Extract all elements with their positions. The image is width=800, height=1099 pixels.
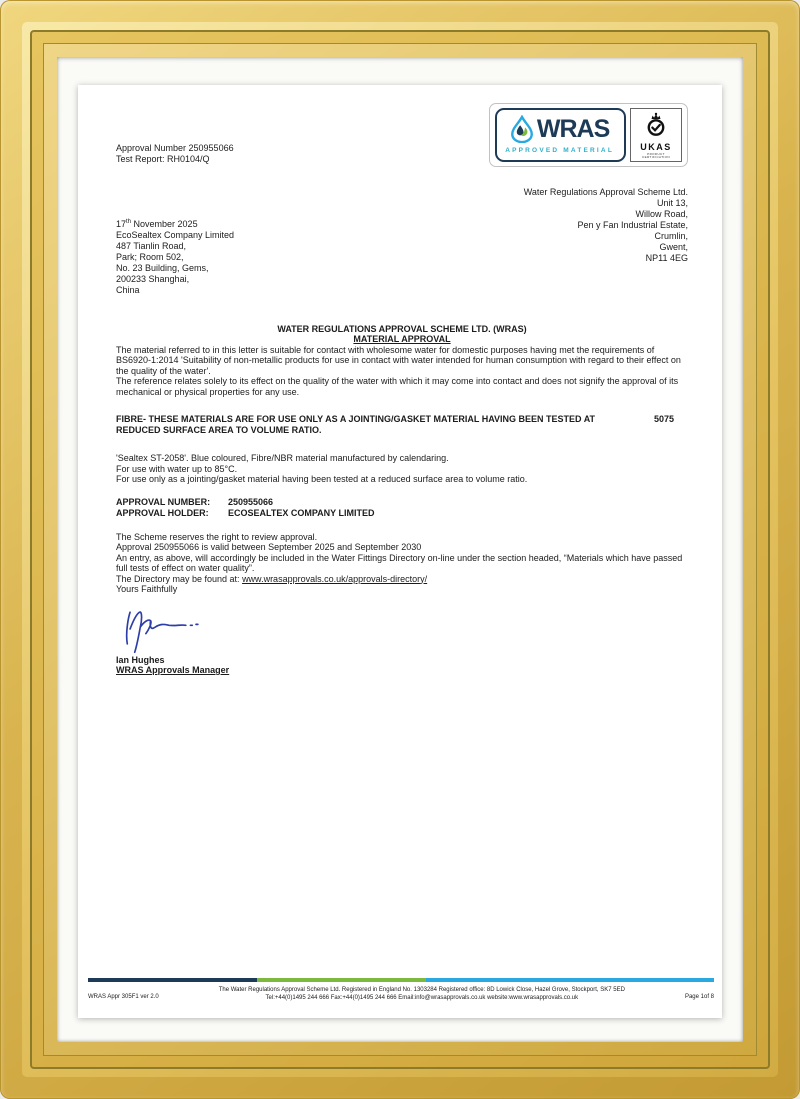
recipient-block <box>116 217 234 296</box>
water-drop-icon <box>510 115 534 146</box>
paragraph-fibre-condition <box>116 414 688 435</box>
paragraph-product-description <box>116 453 688 474</box>
paragraph-material-suitability: The material referred to in this letter is suitable for contact with wholesome water for domestic purposes having met the requirements of BS6920-1:2014 'Suitability of non-metallic products for use in contact with water intended for human consumption with regard to their effect on the quality of the water'. <box>116 344 681 376</box>
ukas-logo <box>630 108 682 162</box>
letter-date: 17th November 2025 <box>116 219 198 229</box>
footer-page-number: Page 1of 8 <box>684 993 714 1000</box>
recipient-line: 487 Tianlin Road, <box>116 240 187 251</box>
closing-line: Yours Faithfully <box>116 584 178 594</box>
directory-line <box>116 574 688 585</box>
recipient-line: 200233 Shanghai, <box>116 273 190 284</box>
footer-line-1: The Water Regulations Approval Scheme Ltd. Registered in England No. 1303284 Registered office: 8D Lowick Close, Hazel Grove, Stockport, SK7 5ED <box>218 987 625 993</box>
sender-address <box>524 187 688 296</box>
fibre-reference-number: 5075 <box>653 414 674 424</box>
logo-plate <box>489 103 688 167</box>
sender-line: Willow Road, <box>635 209 688 219</box>
test-report-line: Test Report: RH0104/Q <box>116 153 210 164</box>
approved-material-label: APPROVED MATERIAL <box>505 147 614 154</box>
wras-wordmark: WRAS <box>536 115 610 144</box>
letter-footer <box>88 978 714 1002</box>
product-line-2: For use with water up to 85°C. <box>116 463 238 474</box>
address-section <box>116 187 688 296</box>
title-line-2: MATERIAL APPROVAL <box>353 334 451 344</box>
recipient-line: EcoSealtex Company Limited <box>116 229 235 240</box>
signature <box>116 603 688 655</box>
reference-block <box>116 143 234 164</box>
recipient-line: No. 23 Building, Gems, <box>116 262 209 273</box>
review-line-1: The Scheme reserves the right to review approval. <box>116 531 318 542</box>
directory-link[interactable]: www.wrasapprovals.co.uk/approvals-directory/ <box>242 573 428 584</box>
recipient-line: China <box>116 284 140 295</box>
sender-line: Gwent, <box>659 242 688 252</box>
recipient-address <box>116 230 234 296</box>
paragraph-reference-scope: The reference relates solely to its effect on the quality of the water with which it may come into contact and does not signify the approval of its mechanical or physical properties for any use. <box>116 376 679 397</box>
footer-doc-ref: WRAS Appr 305F1 ver 2.0 <box>88 993 159 1000</box>
sender-line: Crumlin, <box>654 231 688 241</box>
approval-details <box>116 497 688 519</box>
product-line-1: 'Sealtex ST-2058'. Blue coloured, Fibre/NBR material manufactured by calendaring. <box>116 453 449 463</box>
ukas-wordmark: UKAS <box>640 142 672 152</box>
paragraph-use-condition: For use only as a jointing/gasket material having been tested at a reduced surface area to volume ratio. <box>116 474 528 484</box>
wras-approved-material-logo <box>495 108 626 162</box>
ukas-subtext-2: CERTIFICATION <box>642 155 670 159</box>
sender-line: Pen y Fan Industrial Estate, <box>577 220 688 230</box>
footer-line-2: Tel:+44(0)1495 244 666 Fax:+44(0)1495 244 666 Email:info@wrasapprovals.co.uk website:www.wrasapprovals.co.uk <box>265 995 579 1001</box>
signer-name: Ian Hughes <box>116 654 165 665</box>
footer-bar-cyan <box>426 978 714 982</box>
approval-holder-row: APPROVAL HOLDER: ECOSEALTEX COMPANY LIMITED <box>116 507 375 518</box>
sender-line: NP11 4EG <box>645 253 688 263</box>
signature-ink <box>116 603 211 655</box>
footer-color-bar <box>88 978 714 982</box>
wras-logo-row <box>510 115 609 146</box>
directory-prefix: The Directory may be found at: <box>116 573 243 584</box>
footer-company-info <box>159 986 685 1002</box>
approval-number-row: APPROVAL NUMBER: 250955066 <box>116 496 274 507</box>
title-line-1: WATER REGULATIONS APPROVAL SCHEME LTD. (WRAS) <box>277 323 527 334</box>
recipient-line: Park; Room 502, <box>116 251 184 262</box>
letter-paper <box>78 85 722 1018</box>
footer-bar-navy <box>88 978 257 982</box>
letter-header <box>116 103 688 167</box>
letter-title <box>116 324 688 345</box>
ukas-subtext-1: PRODUCT <box>647 151 665 156</box>
sender-line: Unit 13, <box>656 198 688 208</box>
footer-bar-green <box>257 978 426 982</box>
footer-text-row <box>88 986 714 1002</box>
paragraph-directory-entry: An entry, as above, will accordingly be included in the Water Fittings Directory on-line under the section headed, “Materials which have passed full tests of effect on water quality”. <box>116 552 683 573</box>
paragraph-review <box>116 532 688 553</box>
review-line-2: Approval 250955066 is valid between September 2025 and September 2030 <box>116 542 422 552</box>
fibre-text: FIBRE- THESE MATERIALS ARE FOR USE ONLY AS A JOINTING/GASKET MATERIAL HAVING BEEN TESTED AT REDUCED SURFACE AREA TO VOLUME RATIO. <box>116 414 596 435</box>
signer-title: WRAS Approvals Manager <box>116 665 230 675</box>
approval-number-line: Approval Number 250955066 <box>116 143 234 153</box>
crown-check-icon <box>643 111 669 142</box>
sender-line: Water Regulations Approval Scheme Ltd. <box>523 187 688 197</box>
